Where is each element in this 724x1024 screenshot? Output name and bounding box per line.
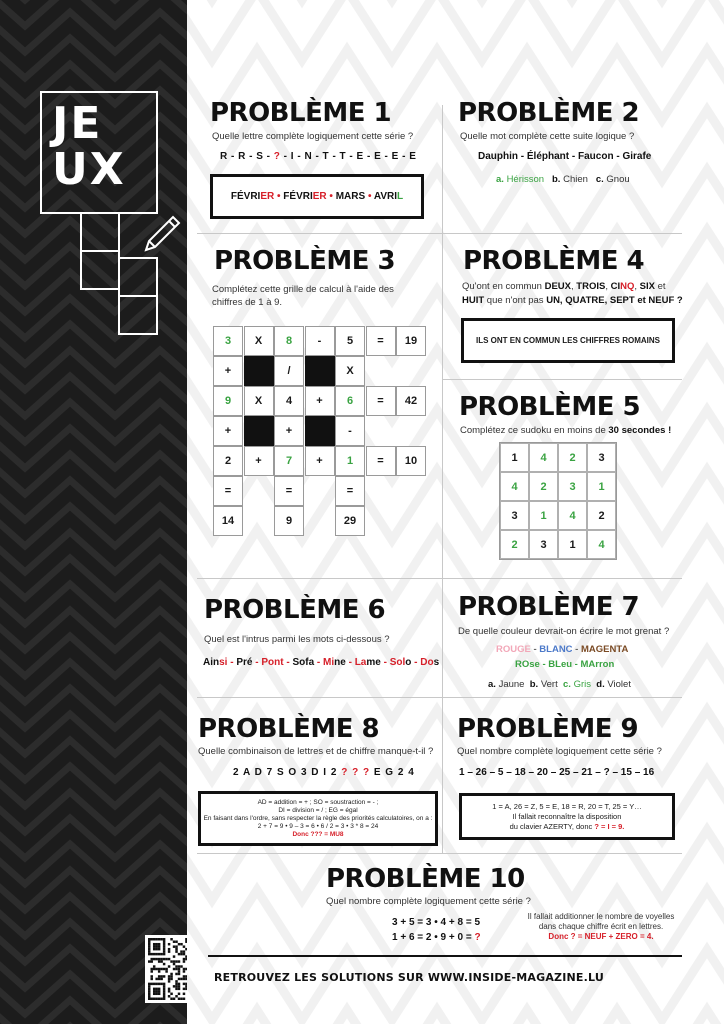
option-value: Hérisson bbox=[506, 174, 545, 185]
text-fragment: me bbox=[366, 657, 381, 668]
sudoku-cell: 2 bbox=[587, 501, 616, 530]
logo-square bbox=[80, 250, 120, 290]
problem-4-answer-box bbox=[461, 318, 675, 363]
divider bbox=[197, 853, 682, 854]
option-value: Chien bbox=[563, 174, 588, 185]
problem-6-words bbox=[203, 657, 439, 668]
answer-line: Donc ? = NEUF + ZERO = 4. bbox=[548, 932, 654, 941]
question-fragment: DEUX bbox=[544, 281, 572, 292]
grid-cell: 6 bbox=[335, 386, 365, 416]
option-value: Jaune bbox=[498, 679, 525, 690]
grid-cell: 4 bbox=[274, 386, 304, 416]
grid-cell: + bbox=[213, 416, 243, 446]
equation-unknown: ? bbox=[474, 932, 481, 943]
problem-9-title: PROBLÈME 9 bbox=[457, 714, 639, 744]
text-fragment: FÉVRI bbox=[230, 191, 261, 202]
color-word: MAGENTA bbox=[581, 644, 629, 655]
sudoku-cell: 1 bbox=[529, 501, 558, 530]
question-fragment: SIX bbox=[639, 281, 655, 292]
problem-10-equation-1: 3 + 5 = 3 • 4 + 8 = 5 bbox=[392, 917, 481, 928]
sudoku-cell: 1 bbox=[500, 443, 529, 472]
question-emphasis: 30 secondes ! bbox=[608, 425, 672, 436]
answer-line: Donc ??? = MU8 bbox=[292, 830, 344, 838]
seq-part: R - R - S - bbox=[220, 151, 274, 162]
text-fragment: si bbox=[219, 657, 228, 668]
text-fragment: MARS bbox=[335, 191, 366, 202]
color-word: BLeu bbox=[548, 659, 573, 670]
grid-blank-cell bbox=[305, 356, 335, 386]
logo-line-1: JE bbox=[52, 98, 103, 149]
text-fragment: Sofa bbox=[292, 657, 315, 668]
problem-10-equation-2 bbox=[392, 932, 481, 943]
color-word: ROse bbox=[515, 659, 540, 670]
option-value: Vert bbox=[540, 679, 558, 690]
question-fragment: UN, QUATRE, SEPT et NEUF ? bbox=[546, 295, 683, 306]
problem-7-colors-line-2 bbox=[515, 659, 614, 670]
text-fragment: • bbox=[326, 191, 336, 202]
text-fragment: ne bbox=[334, 657, 346, 668]
color-word: - bbox=[539, 659, 549, 670]
option-gap bbox=[544, 174, 552, 185]
option-value: Gnou bbox=[606, 174, 630, 185]
problem-9-sequence: 1 – 26 – 5 – 18 – 20 – 25 – 21 – ? – 15 – 16 bbox=[459, 767, 655, 778]
jeux-logo bbox=[40, 91, 158, 214]
text-fragment: ER bbox=[312, 191, 327, 202]
text-fragment: AVRI bbox=[373, 191, 398, 202]
problem-1-answer bbox=[231, 191, 403, 202]
grid-blank-cell bbox=[244, 416, 274, 446]
option-key: c. bbox=[595, 174, 607, 185]
text-fragment: Sol bbox=[389, 657, 406, 668]
answer-line: 2 + 7 = 9 • 9 – 3 = 6 • 6 / 2 = 3 • 3 * 8 = 24 bbox=[257, 822, 379, 830]
pencil-icon bbox=[140, 212, 184, 256]
divider bbox=[197, 697, 682, 698]
sudoku-cell: 1 bbox=[558, 530, 587, 559]
seq-unknown: ? bbox=[273, 151, 281, 162]
grid-cell: - bbox=[305, 326, 335, 356]
question-fragment: HUIT bbox=[462, 295, 485, 306]
problem-10-answer bbox=[512, 912, 690, 942]
problem-5-question bbox=[460, 425, 671, 436]
answer-line: Il fallait reconnaître la disposition bbox=[512, 811, 622, 821]
problem-6-title: PROBLÈME 6 bbox=[204, 595, 386, 625]
text-fragment: - bbox=[283, 657, 293, 668]
text-fragment: La bbox=[354, 657, 367, 668]
problem-3-question-line-1: Complétez cette grille de calcul à l'aide des bbox=[212, 284, 394, 295]
grid-cell: 2 bbox=[213, 446, 243, 476]
problem-4-title: PROBLÈME 4 bbox=[463, 246, 645, 276]
grid-blank-cell bbox=[244, 356, 274, 386]
option-key: c. bbox=[563, 679, 574, 690]
divider bbox=[197, 578, 682, 579]
text-fragment: • bbox=[274, 191, 284, 202]
problem-8-answer-box bbox=[198, 791, 438, 846]
problem-4-answer: ILS ONT EN COMMUN LES CHIFFRES ROMAINS bbox=[476, 336, 660, 345]
problem-7-colors-line-1 bbox=[496, 644, 628, 655]
grid-blank-cell bbox=[305, 416, 335, 446]
seq-part: - I - N - T - T - E - E - E - E bbox=[280, 151, 417, 162]
text-fragment: o bbox=[405, 657, 412, 668]
grid-cell: 5 bbox=[335, 326, 365, 356]
answer-line bbox=[510, 822, 625, 832]
problem-3-title: PROBLÈME 3 bbox=[214, 246, 396, 276]
question-fragment: , bbox=[634, 281, 640, 292]
grid-cell: + bbox=[305, 446, 335, 476]
problem-6-question: Quel est l'intrus parmi les mots ci-dessous ? bbox=[204, 634, 390, 645]
sudoku-cell: 2 bbox=[529, 472, 558, 501]
sudoku-cell: 4 bbox=[587, 530, 616, 559]
text-fragment: - bbox=[380, 657, 390, 668]
equation-text: 1 + 6 = 2 • 9 + 0 = bbox=[392, 932, 475, 943]
sudoku-cell: 4 bbox=[529, 443, 558, 472]
grid-cell: = bbox=[366, 386, 396, 416]
sudoku-cell: 3 bbox=[500, 501, 529, 530]
seq-unknown: ? ? ? bbox=[341, 767, 371, 778]
problem-1-title: PROBLÈME 1 bbox=[210, 98, 392, 128]
problem-4-question-line-1 bbox=[462, 281, 666, 292]
question-fragment: Qu'ont en commun bbox=[462, 281, 545, 292]
question-fragment: et bbox=[654, 281, 666, 292]
problem-8-sequence bbox=[233, 767, 415, 778]
text-fragment: ER bbox=[260, 191, 275, 202]
option-value: Gris bbox=[573, 679, 591, 690]
grid-cell: X bbox=[244, 326, 274, 356]
grid-cell: / bbox=[274, 356, 304, 386]
problem-1-sequence bbox=[220, 151, 416, 162]
option-key: d. bbox=[596, 679, 608, 690]
problem-5-title: PROBLÈME 5 bbox=[459, 392, 641, 422]
text-fragment: • bbox=[365, 191, 374, 202]
answer-line: Il fallait additionner le nombre de voyelles bbox=[527, 912, 675, 921]
problem-10-title: PROBLÈME 10 bbox=[326, 864, 525, 894]
left-band bbox=[0, 0, 187, 1024]
problem-9-answer-box bbox=[459, 793, 675, 840]
option-key: a. bbox=[496, 174, 507, 185]
sudoku-cell: 2 bbox=[500, 530, 529, 559]
text-fragment: - bbox=[411, 657, 421, 668]
sudoku-cell: 3 bbox=[529, 530, 558, 559]
color-word: BLANC bbox=[539, 644, 573, 655]
problem-2-title: PROBLÈME 2 bbox=[458, 98, 640, 128]
answer-line: En faisant dans l'ordre, sans respecter la règle des priorités calculatoires, on a : bbox=[203, 814, 433, 822]
question-text: Complétez ce sudoku en moins de bbox=[460, 425, 609, 436]
color-word: - bbox=[572, 644, 581, 655]
color-word: MArron bbox=[580, 659, 615, 670]
footer-divider bbox=[208, 955, 682, 957]
logo-square bbox=[80, 212, 120, 252]
text-fragment: Pont bbox=[261, 657, 284, 668]
problem-7-title: PROBLÈME 7 bbox=[458, 592, 640, 622]
question-fragment: TROIS bbox=[576, 281, 606, 292]
grid-cell: = bbox=[366, 326, 396, 356]
problem-9-question: Quel nombre complète logiquement cette série ? bbox=[457, 746, 662, 757]
grid-cell: = bbox=[366, 446, 396, 476]
grid-cell: 42 bbox=[396, 386, 426, 416]
question-fragment: que n'ont pas bbox=[484, 295, 547, 306]
divider bbox=[443, 379, 682, 380]
problem-8-question: Quelle combinaison de lettres et de chiffre manque-t-il ? bbox=[198, 746, 434, 757]
logo-square bbox=[118, 295, 158, 335]
text-fragment: - bbox=[252, 657, 262, 668]
option-key: b. bbox=[529, 679, 541, 690]
problem-10-question: Quel nombre complète logiquement cette série ? bbox=[326, 896, 531, 907]
footer-link-text[interactable]: RETROUVEZ LES SOLUTIONS SUR WWW.INSIDE-MAGAZINE.LU bbox=[214, 971, 604, 984]
text-fragment: L bbox=[397, 191, 404, 202]
text-fragment: Ain bbox=[203, 657, 220, 668]
text-fragment: - bbox=[345, 657, 355, 668]
divider bbox=[442, 105, 443, 853]
grid-cell: 7 bbox=[274, 446, 304, 476]
option-key: b. bbox=[551, 174, 564, 185]
answer-line: dans chaque chiffre écrit en lettres. bbox=[538, 922, 664, 931]
grid-cell: = bbox=[213, 476, 243, 506]
problem-4-question-line-2 bbox=[462, 295, 683, 306]
option-value: Violet bbox=[607, 679, 631, 690]
sudoku-cell: 2 bbox=[558, 443, 587, 472]
answer-line: DI = division = / ; EG = égal bbox=[278, 806, 358, 814]
logo-square bbox=[118, 257, 158, 297]
text-fragment: Do bbox=[420, 657, 434, 668]
problem-2-question: Quelle mot complète cette suite logique ? bbox=[460, 131, 635, 142]
problem-2-sequence: Dauphin - Éléphant - Faucon - Girafe bbox=[478, 151, 652, 162]
grid-cell: 14 bbox=[213, 506, 243, 536]
grid-cell: 1 bbox=[335, 446, 365, 476]
question-fragment: CI bbox=[610, 281, 621, 292]
problem-3-question-line-2: chiffres de 1 à 9. bbox=[212, 297, 283, 308]
divider bbox=[197, 233, 682, 234]
answer-text: du clavier AZERTY, donc bbox=[509, 821, 595, 831]
text-fragment: Mi bbox=[323, 657, 335, 668]
grid-cell: + bbox=[274, 416, 304, 446]
question-fragment: NQ bbox=[620, 281, 635, 292]
text-fragment: - bbox=[314, 657, 324, 668]
grid-cell: - bbox=[335, 416, 365, 446]
problem-2-options bbox=[496, 174, 630, 185]
option-gap bbox=[588, 174, 596, 185]
grid-cell: + bbox=[213, 356, 243, 386]
grid-cell: 10 bbox=[396, 446, 426, 476]
question-fragment: , bbox=[605, 281, 611, 292]
answer-line: 1 = A, 26 = Z, 5 = E, 18 = R, 20 = T, 25 = Y… bbox=[492, 801, 642, 811]
problem-1-answer-box bbox=[210, 174, 424, 219]
grid-cell: 9 bbox=[274, 506, 304, 536]
color-word: - bbox=[530, 644, 540, 655]
qr-code bbox=[145, 935, 187, 1003]
grid-cell: = bbox=[274, 476, 304, 506]
color-word: - bbox=[572, 659, 581, 670]
grid-cell: 3 bbox=[213, 326, 243, 356]
answer-highlight: ? = I = 9. bbox=[594, 821, 625, 831]
logo-line-2: UX bbox=[52, 144, 126, 195]
grid-cell: + bbox=[244, 446, 274, 476]
grid-cell: X bbox=[335, 356, 365, 386]
seq-part: E G 2 4 bbox=[370, 767, 415, 778]
grid-cell: 9 bbox=[213, 386, 243, 416]
text-fragment: s bbox=[433, 657, 440, 668]
sudoku-cell: 4 bbox=[500, 472, 529, 501]
answer-line: AD = addition = + ; SO = soustraction = - ; bbox=[257, 798, 379, 806]
grid-cell: + bbox=[305, 386, 335, 416]
sudoku-cell: 4 bbox=[558, 501, 587, 530]
text-fragment: FÉVRI bbox=[283, 191, 313, 202]
sudoku-cell: 3 bbox=[587, 443, 616, 472]
problem-1-question: Quelle lettre complète logiquement cette série ? bbox=[212, 131, 414, 142]
color-word: ROUGE bbox=[496, 644, 531, 655]
problem-8-title: PROBLÈME 8 bbox=[198, 714, 380, 744]
grid-cell: X bbox=[244, 386, 274, 416]
grid-cell: 8 bbox=[274, 326, 304, 356]
problem-7-question: De quelle couleur devrait-on écrire le mot grenat ? bbox=[458, 626, 670, 637]
question-fragment: , bbox=[571, 281, 577, 292]
grid-cell: = bbox=[335, 476, 365, 506]
seq-part: 2 A D 7 S O 3 D I 2 bbox=[233, 767, 342, 778]
grid-cell: 19 bbox=[396, 326, 426, 356]
sudoku-cell: 1 bbox=[587, 472, 616, 501]
option-key: a. bbox=[488, 679, 499, 690]
problem-7-options bbox=[488, 679, 631, 690]
text-fragment: Pré bbox=[236, 657, 253, 668]
sudoku-cell: 3 bbox=[558, 472, 587, 501]
text-fragment: - bbox=[227, 657, 237, 668]
grid-cell: 29 bbox=[335, 506, 365, 536]
